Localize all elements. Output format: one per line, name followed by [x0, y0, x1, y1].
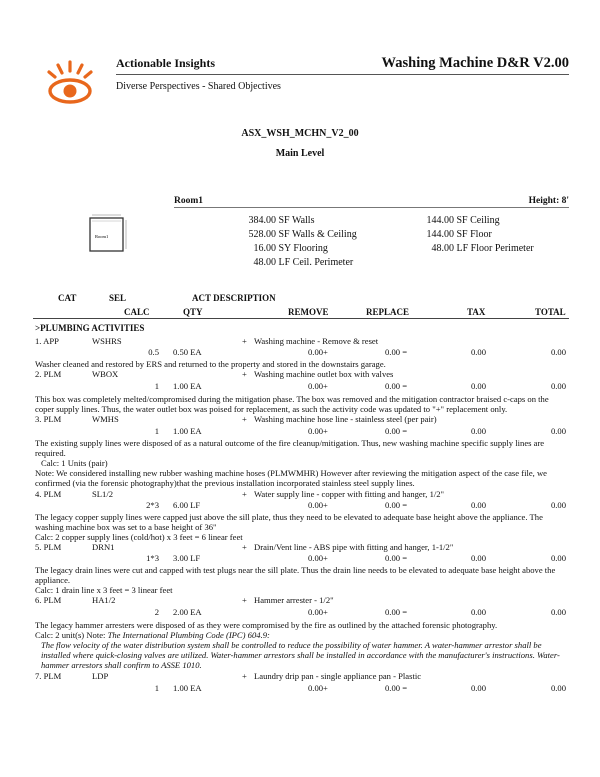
col-header-remove: REMOVE	[288, 307, 329, 317]
item-sel: WBOX	[92, 369, 119, 379]
measurement-row	[230, 229, 357, 240]
measurement-value: 384.00	[248, 215, 276, 226]
item-replace: 0.00 =	[385, 500, 408, 510]
item-calc: 1*3	[146, 553, 159, 563]
item-qty: 1.00 EA	[173, 426, 202, 436]
item-replace: 0.00 =	[385, 607, 408, 617]
item-cat: 7. PLM	[35, 671, 62, 681]
measurement-label: SF Floor	[456, 229, 492, 240]
measurement-value: 48.00	[431, 243, 454, 254]
item-calc-note	[35, 630, 565, 640]
item-tax: 0.00	[470, 381, 486, 391]
room-diagram	[88, 212, 130, 254]
document-title: Washing Machine D&R V2.00	[381, 55, 569, 71]
project-code: ASX_WSH_MCHN_V2_00	[241, 128, 359, 139]
item-total: 0.00	[550, 381, 566, 391]
item-qty: 0.50 EA	[173, 347, 202, 357]
room-name: Room1	[174, 196, 204, 206]
measurement-label: LF Ceil. Perimeter	[278, 257, 354, 268]
room-diagram-label: Room1	[95, 234, 109, 239]
item-cat: 5. PLM	[35, 542, 62, 552]
item-act: +	[242, 414, 247, 424]
measurement-label: LF Floor Perimeter	[456, 243, 534, 254]
measurement-label: SF Walls	[278, 215, 315, 226]
item-note: The legacy copper supply lines were capped just above the sill plate, thus they need to be elevated to adequate base height above the appliance. The washing machine box was set to a base height of 36"	[35, 512, 543, 533]
item-note: Washer cleaned and restored by ERS and returned to the property and stored in the downstairs garage.	[35, 359, 386, 369]
company-logo-icon	[44, 58, 96, 108]
measurement-label: SF Ceiling	[456, 215, 500, 226]
measurement-row	[230, 215, 314, 226]
item-replace: 0.00 =	[385, 553, 408, 563]
item-cat: 2. PLM	[35, 369, 62, 379]
level-title: Main Level	[275, 148, 325, 159]
item-calc-note: Calc: 1 drain line x 3 feet = 3 linear feet	[35, 585, 173, 595]
measurement-value: 144.00	[426, 215, 454, 226]
item-cat: 3. PLM	[35, 414, 62, 424]
item-qty: 2.00 EA	[173, 607, 202, 617]
item-qty: 1.00 EA	[173, 683, 202, 693]
item-calc: 2	[154, 607, 159, 617]
item-note: The existing supply lines were disposed of as a natural outcome of the fire cleanup/mitigation. Thus, new washing machine specific supply lines are required.	[35, 438, 545, 459]
item-act: +	[242, 489, 247, 499]
item-sel: HA1/2	[92, 595, 116, 605]
item-sel: SL1/2	[92, 489, 114, 499]
item-replace: 0.00 =	[385, 426, 408, 436]
item-description: Washing machine outlet box with valves	[254, 369, 394, 379]
measurement-value: 528.00	[248, 229, 276, 240]
item-calc: 0.5	[148, 347, 159, 357]
col-header-cat: CAT	[58, 293, 77, 303]
item-replace: 0.00 =	[385, 381, 408, 391]
item-calc: 1	[154, 381, 159, 391]
item-remove: 0.00+	[308, 683, 328, 693]
company-name: Actionable Insights	[116, 56, 216, 70]
item-remove: 0.00+	[308, 426, 328, 436]
section-title: >PLUMBING ACTIVITIES	[35, 323, 145, 333]
col-header-calc: CALC	[124, 307, 150, 317]
item-total: 0.00	[550, 426, 566, 436]
item-calc-note: Calc: 2 copper supply lines (cold/hot) x 3 feet = 6 linear feet	[35, 532, 243, 542]
measurement-row	[230, 243, 328, 254]
item-replace: 0.00 =	[385, 347, 408, 357]
item-sel: DRN1	[92, 542, 115, 552]
item-cat: 6. PLM	[35, 595, 62, 605]
item-note: This box was completely melted/compromised during the mitigation phase. The box was removed and the mitigation contractor braised c-caps on the coper supply lines. Thus, the water outlet box was poised for replacement, as such the activity code was updated to "+" replacement only.	[35, 394, 549, 415]
item-description: Water supply line - copper with fitting and hanger, 1/2"	[254, 489, 445, 499]
item-calc: 2*3	[146, 500, 159, 510]
item-sel: WSHRS	[92, 336, 122, 346]
measurement-row	[406, 243, 534, 254]
item-cat: 1. APP	[35, 336, 59, 346]
item-remove: 0.00+	[308, 553, 328, 563]
item-act: +	[242, 671, 247, 681]
item-tax: 0.00	[470, 607, 486, 617]
measurement-row	[230, 257, 353, 268]
room-divider	[174, 207, 569, 208]
measurement-value: 48.00	[253, 257, 276, 268]
item-tax: 0.00	[470, 683, 486, 693]
item-description: Laundry drip pan - single appliance pan - Plastic	[254, 671, 422, 681]
item-description: Hammer arrester - 1/2"	[254, 595, 334, 605]
item-tax: 0.00	[470, 426, 486, 436]
item-total: 0.00	[550, 683, 566, 693]
item-qty: 3.00 LF	[173, 553, 201, 563]
item-total: 0.00	[550, 607, 566, 617]
item-sel: WMHS	[92, 414, 119, 424]
item-description: Washing machine - Remove & reset	[254, 336, 379, 346]
item-calc: 1	[154, 683, 159, 693]
item-tax: 0.00	[470, 553, 486, 563]
item-remove: 0.00+	[308, 500, 328, 510]
item-act: +	[242, 369, 247, 379]
measurement-value: 144.00	[426, 229, 454, 240]
item-description: Washing machine hose line - stainless steel (per pair)	[254, 414, 437, 424]
measurement-value: 16.00	[253, 243, 276, 254]
item-note: Note: We considered installing new rubber washing machine hoses (PLMWMHR) However after reviewing the mitigation aspect of the case file, we confirmed (via the forensic photography)that the previous installation incorporated stainless steel supply lines.	[35, 468, 547, 489]
col-header-act-description: ACT DESCRIPTION	[192, 293, 276, 303]
measurement-row	[406, 229, 492, 240]
item-sel: LDP	[92, 671, 109, 681]
item-act: +	[242, 336, 247, 346]
measurement-label: SF Walls & Ceiling	[278, 229, 357, 240]
col-header-total: TOTAL	[535, 307, 566, 317]
item-total: 0.00	[550, 500, 566, 510]
item-description: Drain/Vent line - ABS pipe with fitting and hanger, 1-1/2"	[254, 542, 454, 552]
item-tax: 0.00	[470, 500, 486, 510]
item-remove: 0.00+	[308, 607, 328, 617]
col-header-qty: QTY	[183, 307, 203, 317]
item-replace: 0.00 =	[385, 683, 408, 693]
company-tagline: Diverse Perspectives - Shared Objectives	[116, 81, 281, 92]
code-quote: The flow velocity of the water distribution system shall be controlled to reduce the possibility of water hammer. A water-hammer arrestor shall be installed where quick-closing valves are utilized. Water-hammer arrestors shall be installed in accordance with the manufacturer's instructions. Water-hammer arrestors shall confirm to ASSE 1010.	[41, 640, 560, 671]
room-height: Height: 8'	[528, 196, 569, 206]
header-divider	[116, 74, 569, 75]
item-total: 0.00	[550, 347, 566, 357]
measurement-label: SY Flooring	[278, 243, 328, 254]
item-cat: 4. PLM	[35, 489, 62, 499]
item-qty: 1.00 EA	[173, 381, 202, 391]
measurement-row	[406, 215, 500, 226]
item-act: +	[242, 595, 247, 605]
header-rule	[33, 318, 569, 319]
item-act: +	[242, 542, 247, 552]
item-remove: 0.00+	[308, 347, 328, 357]
item-note: The legacy drain lines were cut and capped with test plugs near the sill plate. Thus the drain line needs to be elevated to adequate base height above the appliance.	[35, 565, 556, 586]
col-header-tax: TAX	[467, 307, 486, 317]
item-total: 0.00	[550, 553, 566, 563]
col-header-replace: REPLACE	[366, 307, 410, 317]
item-calc: 1	[154, 426, 159, 436]
calc-note-prefix: Calc: 2 unit(s) Note:	[35, 630, 108, 640]
code-reference: The International Plumbing Code (IPC) 604.9:	[107, 630, 270, 640]
item-calc-note: Calc: 1 Units (pair)	[41, 458, 108, 468]
item-tax: 0.00	[470, 347, 486, 357]
item-remove: 0.00+	[308, 381, 328, 391]
item-qty: 6.00 LF	[173, 500, 201, 510]
col-header-sel: SEL	[109, 293, 127, 303]
item-note: The legacy hammer arresters were disposed of as they were compromised by the fire as outlined by the attached forensic photography.	[35, 620, 498, 630]
